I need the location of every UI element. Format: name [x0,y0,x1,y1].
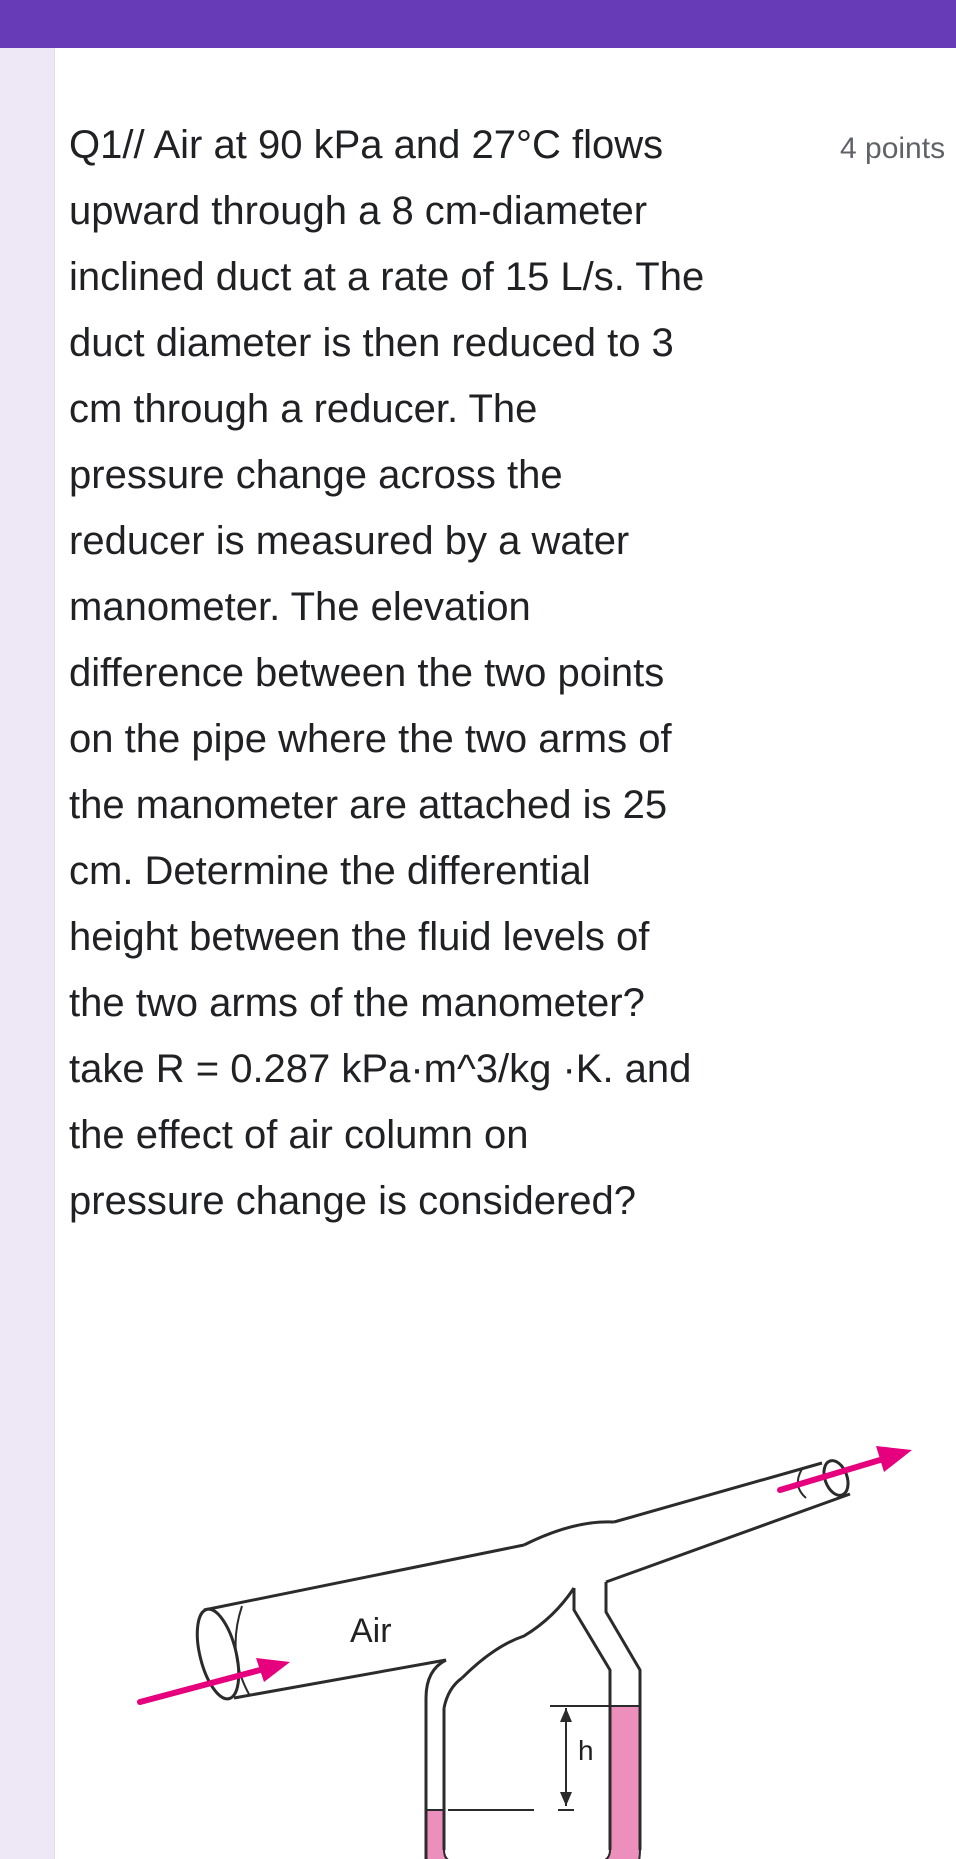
manometer-fluid [426,1706,640,1859]
question-line: height between the fluid levels of [69,915,650,959]
question-line: the manometer are attached is 25 [69,783,668,827]
question-line: upward through a 8 cm-diameter [69,189,648,233]
question-line: pressure change across the [69,453,563,497]
air-label: Air [350,1612,392,1650]
question-line: cm. Determine the differential [69,849,591,893]
question-line: pressure change is considered? [69,1179,637,1223]
question-line: the two arms of the manometer? [69,981,645,1025]
question-line: reducer is measured by a water [69,519,630,563]
question-text [69,112,829,1234]
question-line: the effect of air column on [69,1113,529,1157]
question-line: manometer. The elevation [69,585,531,629]
question-line: duct diameter is then reduced to 3 [69,321,674,365]
question-line: on the pipe where the two arms of [69,717,672,761]
form-header-bar [0,0,956,48]
flow-arrows [140,1446,912,1702]
question-line: inclined duct at a rate of 15 L/s. The [69,255,705,299]
height-dimension [558,1706,594,1810]
question-line: cm through a reducer. The [69,387,538,431]
manometer-diagram [54,1250,956,1859]
question-line: take R = 0.287 kPa·m^3/kg ·K. and [69,1047,692,1091]
points-label: 4 points [840,132,946,165]
question-line: difference between the two points [69,651,665,695]
question-line: Q1// Air at 90 kPa and 27°C flows [69,123,664,167]
h-label: h [578,1735,594,1766]
manometer-u-tube [426,1582,640,1859]
inclined-duct [189,1457,852,1703]
